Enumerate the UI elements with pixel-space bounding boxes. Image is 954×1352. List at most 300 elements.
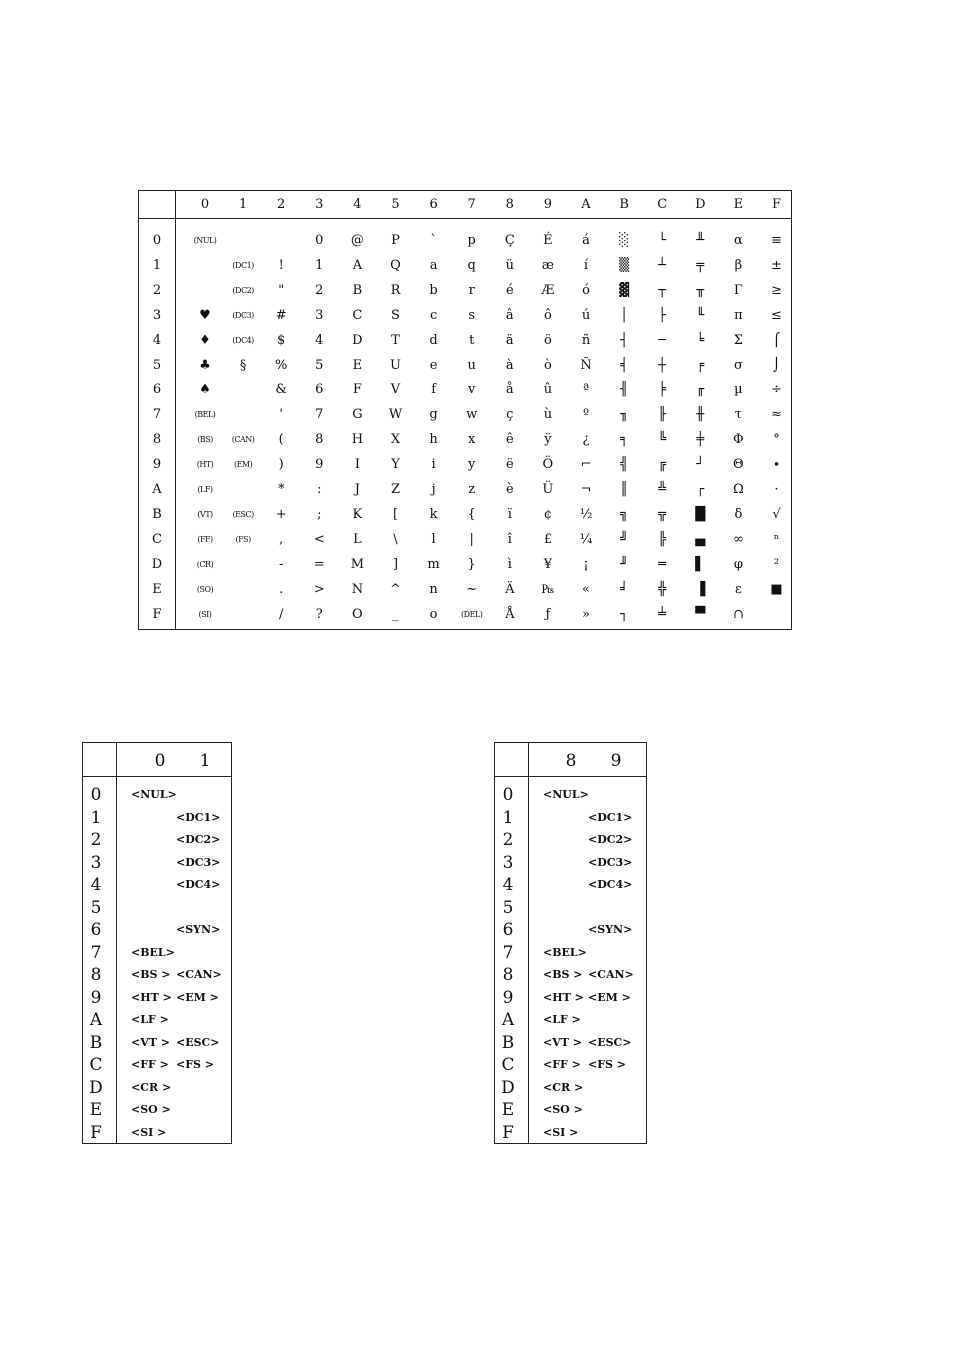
char-cell: ┼ [658, 357, 667, 373]
char-cell: ± [771, 257, 782, 273]
column-header: 1 [199, 751, 211, 771]
char-cell: (VT) [197, 509, 213, 519]
char-cell: { [467, 506, 476, 522]
control-code-cell: <DC2> [588, 833, 633, 846]
char-cell: 9 [315, 457, 324, 473]
char-cell: (CAN) [231, 435, 255, 445]
char-cell: + [275, 506, 287, 522]
row-header-divider [116, 743, 117, 1143]
char-cell: y [468, 457, 476, 473]
char-cell: ░ [619, 233, 630, 248]
char-cell: H [351, 432, 364, 448]
char-cell: ó [582, 282, 590, 298]
char-cell: r [468, 282, 475, 298]
char-cell: Γ [733, 282, 743, 298]
char-cell: Σ [733, 332, 743, 348]
char-cell: ù [543, 407, 553, 423]
char-cell: ! [278, 257, 284, 273]
char-cell: β [734, 257, 743, 273]
char-cell: ╡ [620, 357, 628, 373]
row-header: 6 [152, 382, 162, 398]
char-cell: Ñ [580, 357, 592, 373]
control-code-cell: <LF > [131, 1013, 169, 1026]
row-header: E [89, 1100, 103, 1120]
control-code-cell: <CR > [543, 1080, 584, 1094]
char-cell: è [505, 482, 514, 497]
char-cell: ╨ [696, 233, 705, 248]
char-cell: Θ [733, 457, 744, 473]
char-cell: (SI) [198, 609, 212, 619]
row-header: 8 [90, 965, 102, 985]
char-cell: } [467, 556, 476, 572]
control-code-cell: <DC4> [176, 878, 221, 891]
char-cell: Ü [542, 482, 554, 497]
char-cell: R [390, 282, 401, 298]
column-header: 5 [391, 197, 400, 212]
control-code-cell: <SI > [131, 1125, 167, 1139]
char-cell: j [431, 482, 436, 497]
char-cell: (BEL) [194, 410, 216, 420]
column-header: 4 [353, 197, 362, 212]
char-cell: t [469, 332, 475, 348]
char-cell: â [505, 307, 514, 323]
control-code-cell: <CAN> [176, 968, 222, 981]
char-cell: m [427, 556, 440, 572]
control-code-cell: <HT > [131, 990, 172, 1004]
row-header-divider [175, 191, 176, 629]
char-cell: Φ [733, 432, 744, 448]
char-cell: ε [735, 581, 742, 597]
char-cell: ú [581, 307, 591, 323]
char-cell: ╓ [696, 382, 705, 398]
char-cell: ö [543, 332, 552, 348]
char-cell: ₧ [541, 581, 555, 597]
row-header: B [152, 506, 162, 522]
row-header: C [501, 1055, 515, 1075]
control-code-cell: <CR > [131, 1080, 172, 1094]
char-cell: φ [733, 556, 743, 572]
char-cell: (SO) [196, 584, 214, 594]
char-cell: 8 [315, 432, 324, 448]
row-header: C [152, 531, 162, 547]
char-cell: ╟ [658, 407, 667, 423]
column-header: C [657, 197, 668, 212]
row-header: 4 [502, 875, 514, 895]
char-cell: º [582, 407, 590, 423]
char-cell: ╔ [658, 457, 667, 473]
char-cell: w [466, 407, 478, 423]
char-cell: (DC2) [232, 285, 254, 295]
char-cell: τ [734, 407, 742, 423]
char-cell: Z [390, 482, 401, 497]
char-cell: J [354, 482, 360, 497]
char-cell: Q [390, 257, 401, 273]
row-header: 9 [502, 987, 514, 1008]
row-header: 5 [502, 897, 514, 918]
row-header: E [501, 1100, 515, 1120]
char-cell: (HT) [196, 460, 214, 470]
char-cell: S [391, 307, 400, 323]
row-header: 7 [152, 407, 162, 423]
char-cell: ª [582, 382, 590, 398]
char-cell: ╤ [696, 257, 705, 273]
char-cell: µ [734, 382, 743, 398]
column-header: D [695, 197, 706, 212]
char-cell: └ [658, 233, 667, 248]
control-code-cell: <VT > [131, 1035, 170, 1049]
row-header: 4 [152, 332, 162, 348]
row-header: 2 [152, 282, 162, 298]
char-cell: 5 [315, 357, 324, 373]
char-cell: I [354, 457, 360, 473]
char-cell: p [467, 233, 476, 248]
char-cell: n [429, 581, 438, 597]
char-cell: ▐ [695, 581, 706, 597]
char-cell: ä [505, 332, 514, 348]
char-cell: ∩ [732, 606, 744, 622]
char-cell: ╒ [696, 357, 705, 373]
char-cell: 3 [315, 307, 324, 323]
char-cell: & [275, 382, 287, 398]
column-header: A [581, 197, 591, 212]
char-cell: ë [505, 457, 514, 473]
char-cell: █ [695, 506, 706, 522]
char-cell: (CR) [196, 559, 214, 569]
char-cell: 0 [315, 233, 324, 248]
char-cell: ▄ [695, 531, 706, 547]
char-cell: z [468, 482, 476, 497]
char-cell: Ö [542, 457, 554, 473]
control-code-cell: <FF > [543, 1058, 581, 1071]
row-header: 1 [90, 807, 102, 828]
char-cell: * [277, 482, 285, 497]
char-cell: ╫ [696, 407, 705, 423]
char-cell: ╞ [658, 382, 667, 398]
char-cell: 7 [315, 407, 324, 423]
char-cell: E [352, 357, 363, 373]
char-cell: · [774, 482, 779, 497]
char-cell: ` [430, 233, 437, 248]
header-divider [83, 776, 231, 777]
char-cell: ├ [658, 307, 667, 323]
row-header: 5 [152, 357, 162, 373]
char-cell: > [313, 581, 325, 597]
char-cell: ÿ [544, 432, 552, 448]
control-code-cell: <EM > [588, 990, 631, 1004]
row-header: 9 [90, 987, 102, 1008]
column-header: 1 [238, 197, 248, 212]
row-header: 4 [90, 875, 102, 895]
char-cell: ê [505, 432, 514, 448]
char-cell: (LF) [197, 485, 213, 494]
char-cell: ⁿ [773, 531, 780, 547]
char-cell: 2 [315, 282, 324, 298]
char-cell: ▓ [619, 282, 630, 298]
char-cell: ^ [390, 581, 401, 597]
control-code-cell: <FF > [131, 1058, 169, 1071]
char-cell: f [431, 382, 436, 398]
char-cell: ♣ [199, 357, 211, 373]
control-code-cell: <BS > [131, 968, 171, 981]
control-code-cell: <SI > [543, 1125, 579, 1139]
char-cell: v [468, 382, 476, 398]
char-cell: ∙ [773, 457, 780, 473]
control-code-cell: <DC2> [176, 833, 221, 846]
char-cell: ~ [466, 581, 478, 597]
control-code-cell: <NUL> [543, 788, 589, 801]
char-cell: í [583, 257, 589, 273]
character-code-table [138, 190, 792, 630]
char-cell: _ [392, 606, 399, 622]
char-cell: B [352, 282, 363, 298]
char-cell: l [431, 531, 436, 547]
char-cell: ç [506, 407, 514, 423]
control-code-cell: <ESC> [588, 1035, 632, 1049]
char-cell: (DEL) [461, 609, 483, 619]
char-cell: = [313, 556, 325, 572]
char-cell: C [352, 307, 363, 323]
row-header: A [152, 482, 162, 497]
header-divider [139, 218, 791, 219]
row-header: 6 [502, 920, 514, 940]
char-cell: M [350, 556, 365, 572]
char-cell: o [429, 606, 438, 622]
char-cell: V [390, 382, 401, 398]
char-cell: i [431, 457, 436, 473]
control-code-cell: <FS > [588, 1058, 627, 1071]
char-cell: e [429, 357, 438, 373]
row-header: A [501, 1010, 515, 1030]
control-code-cell: <SYN> [176, 923, 221, 936]
char-cell: @ [350, 233, 364, 248]
control-code-cell: <SYN> [588, 923, 633, 936]
control-code-cell: <CAN> [588, 968, 634, 981]
char-cell: ╦ [658, 506, 667, 522]
row-header: 2 [502, 830, 514, 850]
char-cell: (DC4) [232, 335, 254, 345]
char-cell: X [390, 432, 401, 448]
char-cell: ┐ [620, 606, 628, 622]
row-header: 8 [152, 432, 162, 448]
char-cell: ¡ [583, 556, 589, 572]
char-cell: D [352, 332, 363, 348]
char-cell: W [388, 407, 403, 423]
char-cell: ⌡ [773, 357, 780, 373]
char-cell: U [390, 357, 401, 373]
control-code-table-8-9 [494, 742, 647, 1144]
column-header: 0 [200, 197, 210, 212]
row-header: D [151, 556, 163, 572]
char-cell: ┘ [696, 457, 705, 473]
row-header: 3 [152, 307, 162, 323]
char-cell: ≈ [771, 407, 782, 423]
row-header: D [89, 1077, 103, 1098]
char-cell: ; [317, 506, 322, 522]
char-cell: ñ [581, 332, 591, 348]
char-cell: ¥ [543, 556, 553, 572]
char-cell: î [507, 531, 512, 547]
char-cell: ─ [658, 332, 667, 348]
column-header: 0 [154, 751, 166, 771]
char-cell: . [279, 581, 284, 597]
char-cell: ═ [658, 556, 667, 572]
row-header: F [502, 1122, 514, 1143]
char-cell: # [275, 307, 287, 323]
char-cell: ╬ [658, 581, 667, 597]
char-cell: < [313, 531, 325, 547]
char-cell: ° [773, 432, 780, 448]
char-cell: (BS) [197, 435, 213, 445]
row-header: B [501, 1032, 515, 1053]
char-cell: (DC1) [232, 260, 254, 270]
row-header: 3 [502, 852, 514, 873]
char-cell: ╜ [620, 556, 628, 572]
char-cell: ▒ [619, 257, 630, 273]
char-cell: § [239, 357, 247, 373]
char-cell: $ [277, 332, 286, 348]
column-header: 3 [315, 197, 324, 212]
header-divider [495, 776, 646, 777]
char-cell: b [429, 282, 438, 298]
char-cell: ╩ [658, 482, 667, 497]
char-cell: 6 [315, 382, 324, 398]
control-code-cell: <BEL> [543, 945, 587, 959]
control-code-cell: <DC4> [588, 878, 633, 891]
control-code-cell: <ESC> [176, 1035, 220, 1049]
row-header: F [90, 1122, 102, 1143]
char-cell: ╢ [620, 382, 628, 398]
char-cell: c [429, 307, 438, 323]
char-cell: √ [772, 506, 781, 522]
column-header: B [619, 197, 629, 212]
char-cell: : [317, 482, 322, 497]
control-code-cell: <FS > [176, 1058, 215, 1071]
row-header: A [89, 1010, 103, 1030]
char-cell: ƒ [545, 606, 551, 622]
row-header: F [152, 606, 162, 622]
char-cell: ╧ [658, 606, 667, 622]
char-cell: ² [773, 556, 780, 572]
char-cell: û [543, 382, 553, 398]
char-cell: ] [392, 556, 399, 572]
row-header: 0 [502, 785, 514, 805]
row-header: 6 [90, 920, 102, 940]
char-cell: ÷ [771, 382, 782, 398]
control-code-cell: <DC1> [588, 810, 633, 824]
char-cell: ┌ [696, 482, 705, 497]
column-header: E [733, 197, 744, 212]
char-cell: é [505, 282, 514, 298]
char-cell: » [582, 606, 590, 622]
char-cell: Æ [541, 282, 555, 298]
char-cell: Ç [504, 233, 515, 248]
char-cell: ┴ [658, 257, 667, 273]
row-header: 8 [502, 965, 514, 985]
control-code-cell: <DC3> [588, 855, 633, 869]
char-cell: h [429, 432, 438, 448]
column-header: 7 [467, 197, 476, 212]
char-cell: ' [279, 407, 283, 423]
control-code-cell: <SO > [543, 1103, 583, 1116]
row-header: 5 [90, 897, 102, 918]
char-cell: 4 [315, 332, 324, 348]
column-header: 8 [505, 197, 514, 212]
char-cell: ╕ [620, 432, 628, 448]
control-code-cell: <BEL> [131, 945, 175, 959]
char-cell: q [467, 257, 476, 273]
char-cell: å [505, 382, 514, 398]
char-cell: 1 [315, 257, 324, 273]
char-cell: T [391, 332, 400, 348]
char-cell: g [429, 407, 438, 423]
control-code-cell: <EM > [176, 990, 219, 1004]
char-cell: ( [278, 432, 284, 448]
char-cell: x [468, 432, 476, 448]
control-code-table-0-1 [82, 742, 232, 1144]
char-cell: σ [733, 357, 743, 373]
column-header: 8 [565, 751, 577, 771]
char-cell: ╛ [620, 581, 628, 597]
char-cell: (NUL) [193, 236, 217, 245]
char-cell: ♦ [199, 332, 211, 348]
control-code-cell: <SO > [131, 1103, 171, 1116]
char-cell: ▌ [695, 556, 706, 572]
char-cell: ? [315, 606, 323, 622]
control-code-cell: <BS > [543, 968, 583, 981]
row-header: 1 [502, 807, 514, 828]
char-cell: ≤ [771, 307, 782, 323]
char-cell: L [353, 531, 362, 547]
char-cell: ♠ [199, 382, 211, 398]
row-header: 3 [90, 852, 102, 873]
char-cell: % [275, 357, 288, 373]
control-code-cell: <DC3> [176, 855, 221, 869]
column-header: 9 [543, 197, 553, 212]
row-header: E [152, 581, 162, 597]
char-cell: ò [543, 357, 552, 373]
char-cell: ■ [770, 581, 783, 597]
char-cell: │ [620, 307, 628, 323]
char-cell: Ω [733, 482, 744, 497]
char-cell: π [734, 307, 743, 323]
char-cell: [ [392, 506, 399, 522]
char-cell: ï [507, 506, 512, 522]
char-cell: ┤ [620, 332, 628, 348]
char-cell: £ [543, 531, 553, 547]
char-cell: Å [505, 606, 515, 622]
char-cell: K [352, 506, 363, 522]
char-cell: ╗ [620, 506, 628, 522]
char-cell: α [734, 233, 743, 248]
control-code-cell: <NUL> [131, 788, 177, 801]
char-cell: | [469, 531, 474, 547]
char-cell: ⌐ [580, 457, 592, 473]
char-cell: á [582, 233, 590, 248]
char-cell: " [278, 282, 285, 298]
char-cell: u [467, 357, 476, 373]
column-header: F [771, 197, 782, 212]
char-cell: ╠ [658, 531, 667, 547]
char-cell: - [278, 556, 284, 572]
char-cell: A [352, 257, 363, 273]
char-cell: ╖ [620, 407, 628, 423]
char-cell: , [279, 531, 284, 547]
row-header: B [89, 1032, 103, 1053]
char-cell: (FF) [197, 534, 213, 544]
char-cell: ╚ [658, 432, 667, 448]
char-cell: ≥ [771, 282, 782, 298]
char-cell: à [505, 357, 514, 373]
